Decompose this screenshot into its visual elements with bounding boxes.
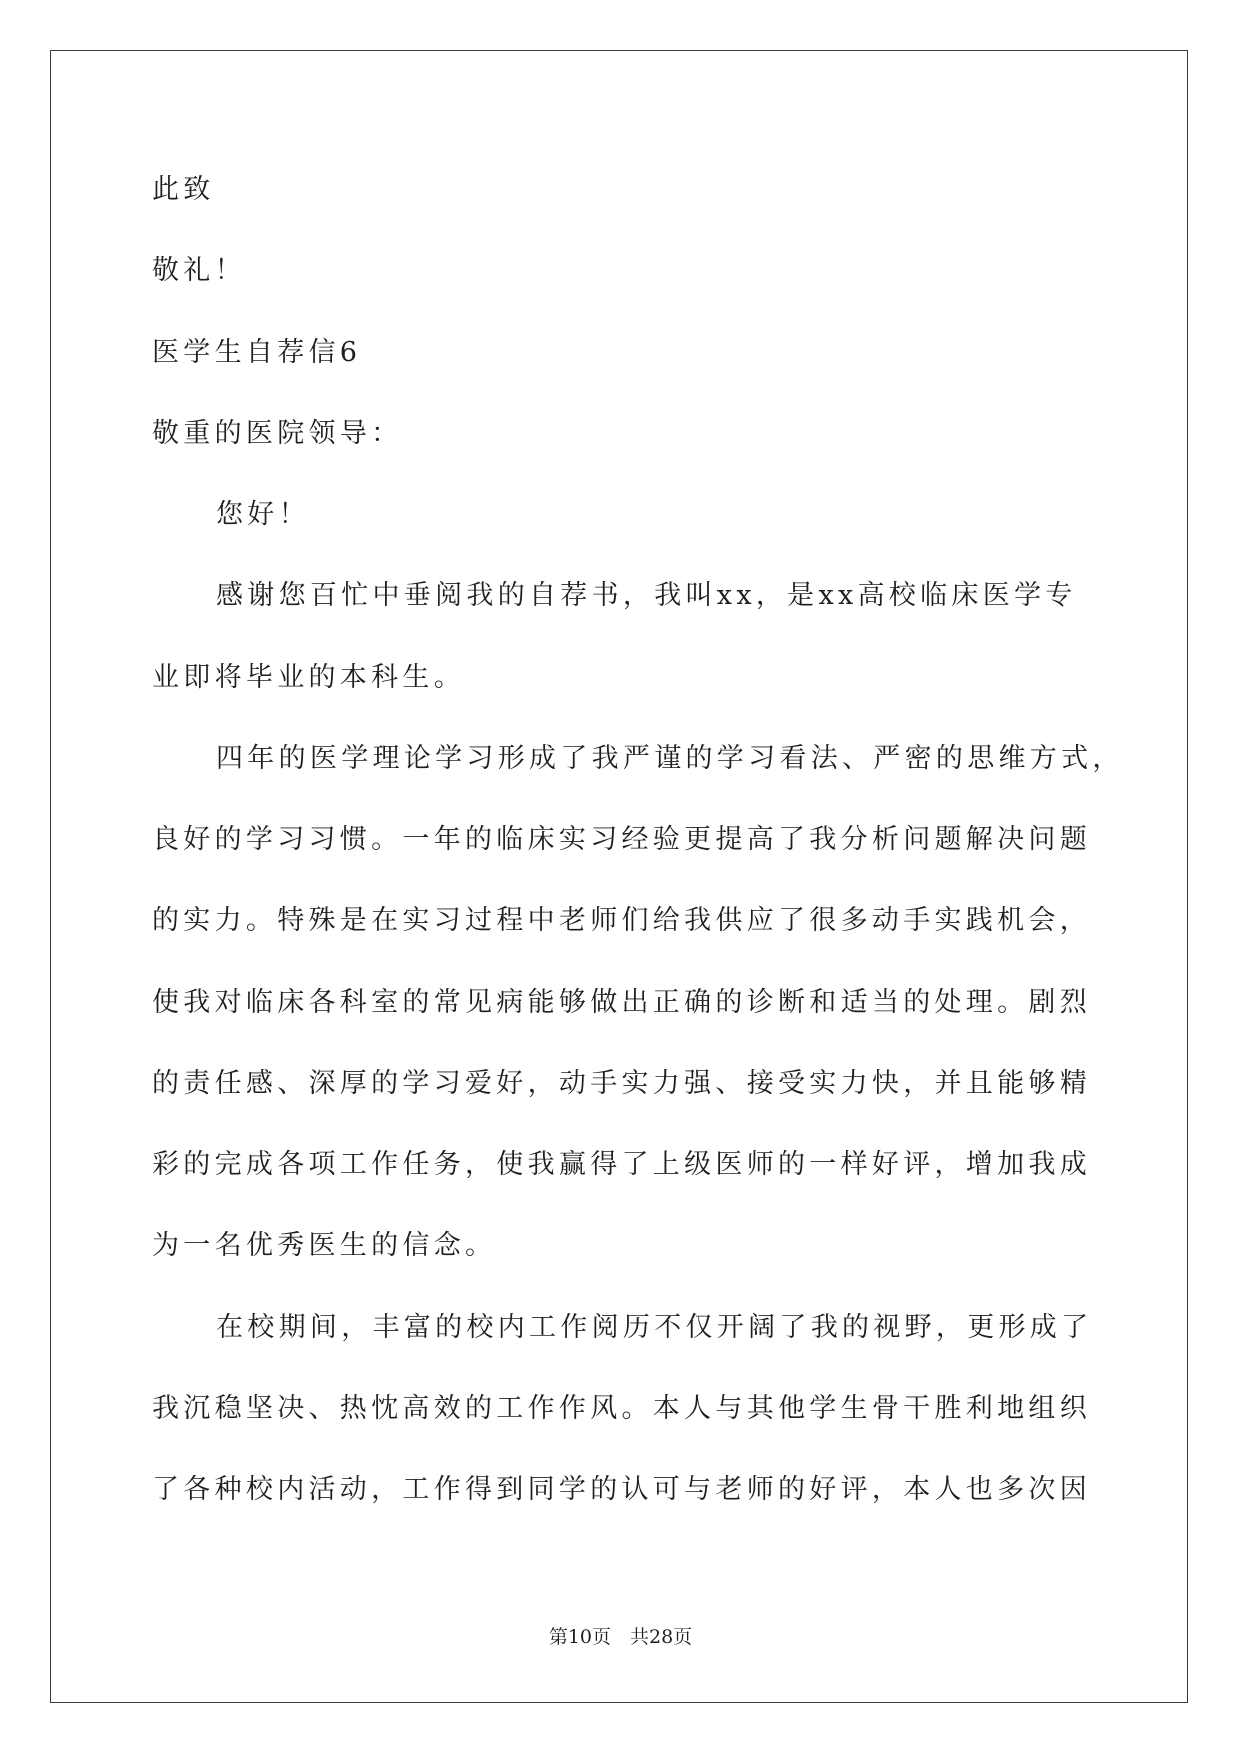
paragraph-3-line-2: 我沉稳坚决、热忱高效的工作作风。本人与其他学生骨干胜利地组织 — [152, 1392, 1091, 1424]
paragraph-1-line-2: 业即将毕业的本科生。 — [152, 661, 465, 693]
page-number: 第10页 — [548, 1626, 611, 1648]
paragraph-2-line-2: 良好的学习习惯。一年的临床实习经验更提高了我分析问题解决问题 — [152, 824, 1091, 855]
paragraph-2-line-3: 的实力。特殊是在实习过程中老师们给我供应了很多动手实践机会， — [152, 905, 1091, 937]
letter-body — [152, 149, 1132, 1530]
greeting-line: 敬重的医院领导： — [152, 417, 403, 449]
paragraph-2-line-4: 使我对临床各科室的常见病能够做出正确的诊断和适当的处理。剧烈 — [152, 986, 1091, 1018]
page-footer — [0, 1625, 1241, 1649]
paragraph-3 — [152, 1287, 1132, 1531]
closing-line: 此致 — [152, 174, 215, 205]
page-total: 共28页 — [630, 1626, 693, 1648]
letter-title: 医学生自荐信6 — [152, 336, 362, 368]
paragraph-2 — [152, 718, 1132, 1287]
hello-line: 您好！ — [216, 499, 310, 530]
paragraph-2-line-1: 四年的医学理论学习形成了我严谨的学习看法、严密的思维方式， — [216, 742, 1124, 774]
paragraph-3-line-1: 在校期间，丰富的校内工作阅历不仅开阔了我的视野，更形成了 — [216, 1311, 1093, 1343]
paragraph-3-line-3: 了各种校内活动，工作得到同学的认可与老师的好评，本人也多次因 — [152, 1474, 1091, 1505]
salutation-end-line: 敬礼！ — [152, 255, 246, 287]
paragraph-1 — [152, 555, 1132, 718]
paragraph-2-line-6: 彩的完成各项工作任务，使我赢得了上级医师的一样好评，增加我成 — [152, 1149, 1091, 1180]
paragraph-2-line-7: 为一名优秀医生的信念。 — [152, 1230, 497, 1262]
paragraph-1-line-1: 感谢您百忙中垂阅我的自荐书，我叫xx，是xx高校临床医学专 — [216, 580, 1077, 612]
paragraph-2-line-5: 的责任感、深厚的学习爱好，动手实力强、接受实力快，并且能够精 — [152, 1067, 1091, 1099]
